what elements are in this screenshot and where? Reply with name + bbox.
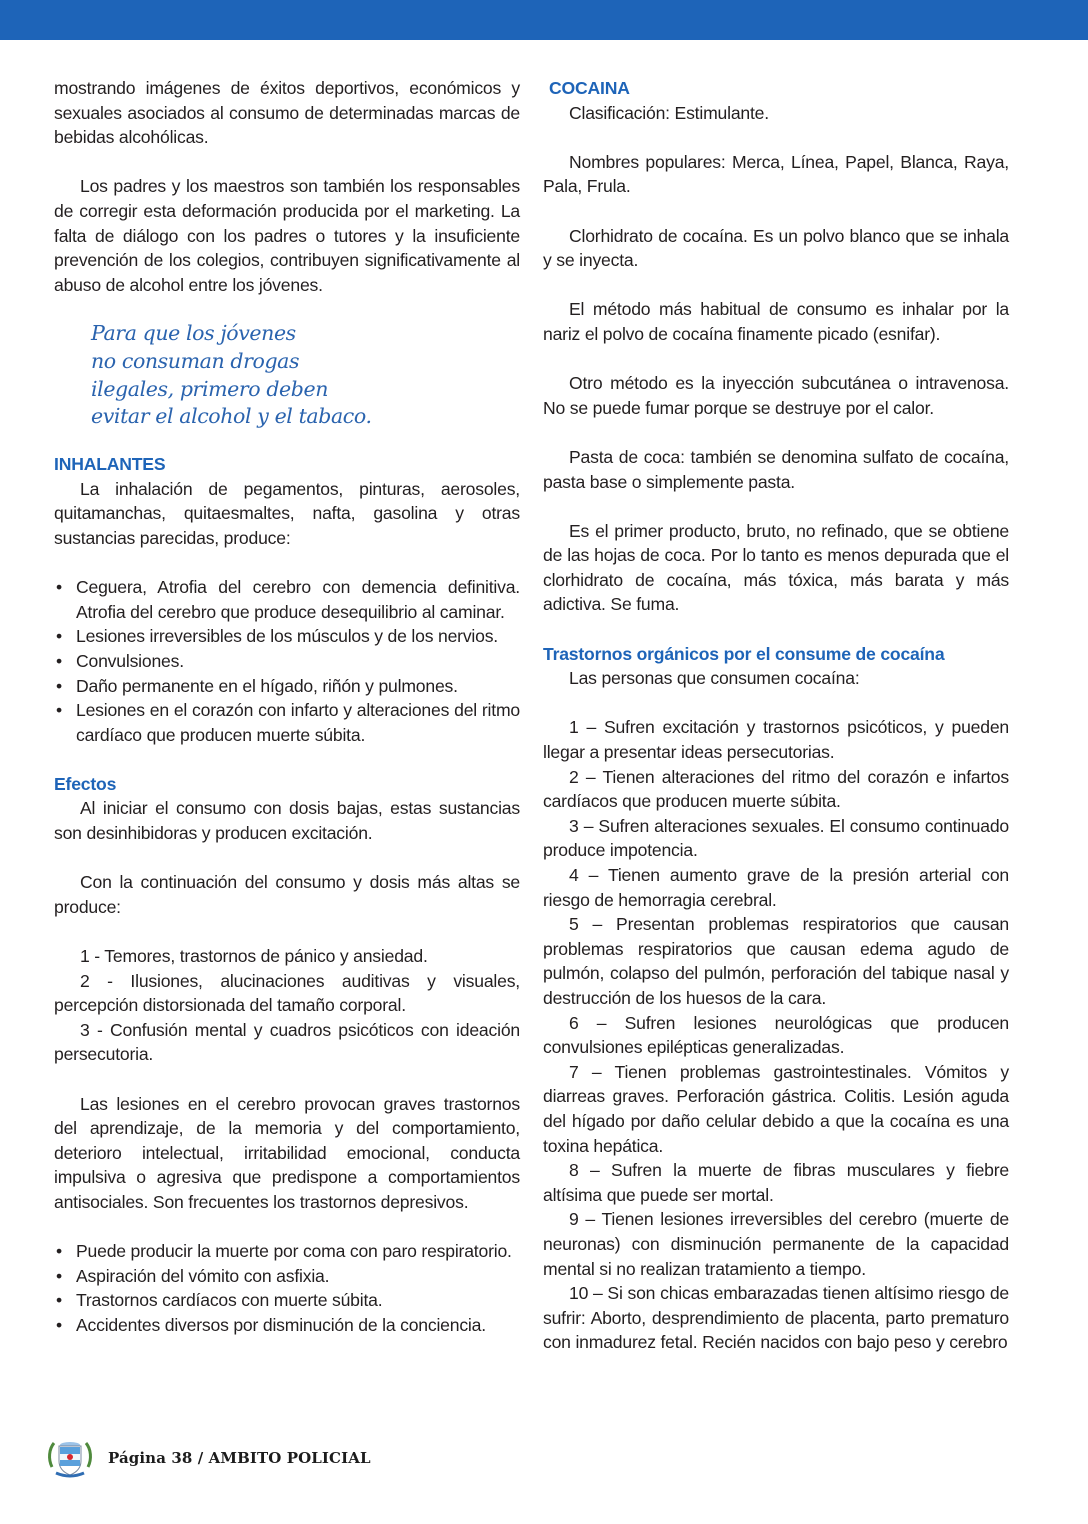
trastorno-item-7: 7 – Tienen problemas gastrointestinales. Vómitos y diarreas graves. Perforación gástrica. Colitis. Lesión aguda del hígado por daño celular debido a que la cocaína es una toxina hepática. (543, 1061, 1009, 1156)
efectos-item-1: 1 - Temores, trastornos de pánico y ansiedad. (80, 946, 428, 967)
paragraph-inhalantes: La inhalación de pegamentos, pinturas, aerosoles, quitamanchas, quitaesmaltes, nafta, gasolina y otras sustancias parecidas, produce: (54, 478, 520, 548)
list-item (54, 649, 520, 674)
trastorno-item-4: 4 – Tienen aumento grave de la presión arterial con riesgo de hemorragia cerebral. (543, 865, 1009, 910)
bullet-icon: • (56, 700, 62, 721)
paragraph-efectos-2: Con la continuación del consumo y dosis más altas se produce: (54, 872, 520, 917)
paragraph-marketing-end: mostrando imágenes de éxitos deportivos, económicos y sexuales asociados al consumo de determinadas marcas de bebidas alcohólicas. (54, 78, 520, 148)
paragraph-primer-producto: Es el primer producto, bruto, no refinado, que se obtiene de las hojas de coca. Por lo tanto es menos depurada que el clorhidrato de cocaína, más tóxica, más barata y más adictiva. Se fuma. (543, 520, 1009, 615)
list-item-text: Puede producir la muerte por coma con paro respiratorio. (76, 1241, 512, 1262)
paragraph-nombres-populares: Nombres populares: Merca, Línea, Papel, Blanca, Raya, Pala, Frula. (543, 151, 1009, 197)
list-item-text: Lesiones en el corazón con infarto y alteraciones del ritmo cardíaco que producen muerte súbita. (76, 700, 520, 745)
paragraph-efectos-1: Al iniciar el consumo con dosis bajas, estas sustancias son desinhibidoras y producen excitación. (54, 798, 520, 844)
paragraph-metodo: El método más habitual de consumo es inhalar por la nariz el polvo de cocaína finamente picado (esnifar). (543, 299, 1009, 344)
police-crest-logo-icon (46, 1437, 94, 1479)
list-item-text: Daño permanente en el hígado, riñón y pulmones. (76, 675, 458, 696)
trastorno-item-10: 10 – Si son chicas embarazadas tienen altísimo riesgo de sufrir: Aborto, desprendimiento de placenta, parto prematuro con inmadurez fetal. Recién nacidos con bajo peso y cerebro (543, 1283, 1009, 1353)
paragraph-pasta-coca: Pasta de coca: también se denomina sulfato de cocaína, pasta base o simplemente pasta. (543, 446, 1009, 492)
bullet-icon: • (56, 626, 62, 647)
heading-inhalantes: INHALANTES (54, 454, 166, 475)
trastorno-item-8: 8 – Sufren la muerte de fibras musculares y fiebre altísima que puede ser mortal. (543, 1160, 1009, 1205)
bullet-icon: • (56, 650, 62, 671)
paragraph-clasificacion: Clasificación: Estimulante. (569, 102, 769, 123)
bullet-icon: • (56, 1265, 62, 1286)
bullet-icon: • (56, 1290, 62, 1311)
list-item (54, 1264, 520, 1289)
list-item-text: Lesiones irreversibles de los músculos y de los nervios. (76, 626, 498, 647)
efectos-item-3: 3 - Confusión mental y cuadros psicóticos con ideación persecutoria. (54, 1019, 520, 1065)
trastorno-item-9: 9 – Tienen lesiones irreversibles del cerebro (muerte de neuronas) con disminución permanente de la capacidad mental si no realizan tratamiento a tiempo. (543, 1209, 1009, 1279)
pull-quote-line: no consuman drogas (91, 349, 300, 374)
trastorno-item-1: 1 – Sufren excitación y trastornos psicóticos, y pueden llegar a presentar ideas persecutorias. (543, 717, 1009, 763)
paragraph-padres-maestros: Los padres y los maestros son también los responsables de corregir esta deformación producida por el marketing. La falta de diálogo con los padres o tutores y la insuficiente prevención de los colegios, contribuyen significativamente al abuso de alcohol entre los jóvenes. (54, 176, 520, 295)
bullet-icon: • (56, 1314, 62, 1335)
list-item (54, 698, 520, 747)
bullet-icon: • (56, 675, 62, 696)
paragraph-otro-metodo: Otro método es la inyección subcutánea o intravenosa. No se puede fumar porque se destruye por el calor. (543, 373, 1009, 418)
page-footer (46, 1438, 371, 1478)
footer-text (108, 1449, 371, 1467)
inhalantes-list (54, 575, 520, 747)
bullet-icon: • (56, 577, 62, 598)
efectos-list (54, 1239, 520, 1337)
list-item-text: Trastornos cardíacos con muerte súbita. (76, 1290, 383, 1311)
trastorno-item-3: 3 – Sufren alteraciones sexuales. El consumo continuado produce impotencia. (543, 815, 1009, 861)
pull-quote-line: evitar el alcohol y el tabaco. (91, 404, 372, 429)
heading-cocaina: COCAINA (549, 78, 630, 98)
page-number: Página 38 (108, 1449, 193, 1467)
trastorno-item-2: 2 – Tienen alteraciones del ritmo del corazón e infartos cardíacos que producen muerte súbita. (543, 766, 1009, 812)
efectos-item-2: 2 - Ilusiones, alucinaciones auditivas y visuales, percepción distorsionada del tamaño corporal. (54, 970, 520, 1016)
heading-trastornos: Trastornos orgánicos por el consume de cocaína (543, 643, 945, 664)
trastorno-item-5: 5 – Presentan problemas respiratorios que causan problemas respiratorios que causan edema agudo de pulmón, colapso del pulmón, perforación del tabique nasal y destrucción de los huesos de la cara. (543, 914, 1009, 1008)
list-item (54, 1288, 520, 1313)
heading-efectos: Efectos (54, 773, 117, 794)
paragraph-personas: Las personas que consumen cocaína: (569, 668, 860, 689)
paragraph-lesiones-cerebro: Las lesiones en el cerebro provocan graves trastornos del aprendizaje, de la memoria y del comportamiento, deterioro intelectual, irritabilidad emocional, conducta impulsiva o agresiva que predispone a comportamientos antisociales. Son frecuentes los trastornos depresivos. (54, 1093, 520, 1212)
left-column (54, 76, 520, 1338)
footer-separator: / (197, 1449, 204, 1467)
paragraph-clorhidrato: Clorhidrato de cocaína. Es un polvo blanco que se inhala y se inyecta. (543, 225, 1009, 271)
list-item-text: Ceguera, Atrofia del cerebro con demencia definitiva. Atrofia del cerebro que produce desequilibrio al caminar. (76, 577, 520, 622)
list-item (54, 624, 520, 649)
pull-quote (91, 320, 520, 431)
list-item (54, 674, 520, 699)
pull-quote-line: Para que los jóvenes (91, 321, 296, 346)
list-item-text: Aspiración del vómito con asfixia. (76, 1265, 330, 1286)
pull-quote-line: ilegales, primero deben (91, 376, 329, 401)
list-item (54, 575, 520, 624)
top-color-bar (0, 0, 1088, 40)
list-item-text: Convulsiones. (76, 650, 184, 671)
list-item (54, 1239, 520, 1264)
list-item-text: Accidentes diversos por disminución de la conciencia. (76, 1314, 486, 1335)
list-item (54, 1313, 520, 1338)
magazine-name: AMBITO POLICIAL (208, 1449, 371, 1467)
bullet-icon: • (56, 1241, 62, 1262)
trastorno-item-6: 6 – Sufren lesiones neurológicas que producen convulsiones epilépticas generalizadas. (543, 1012, 1009, 1058)
right-column (543, 76, 1009, 1355)
